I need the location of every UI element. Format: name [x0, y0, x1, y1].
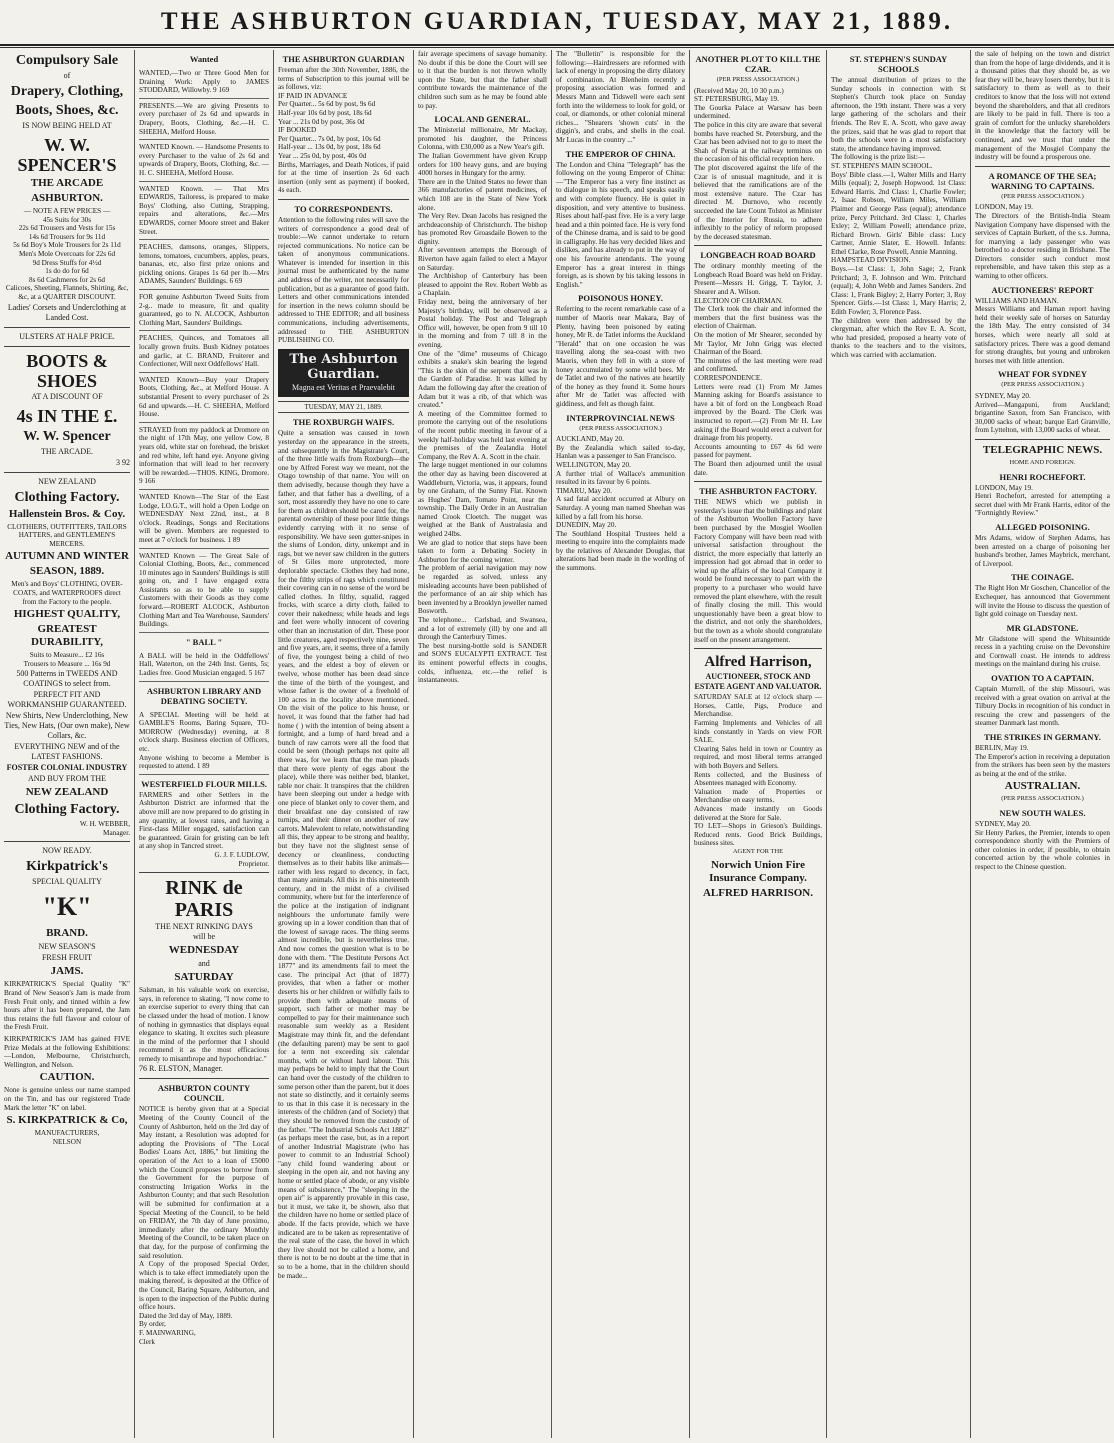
nameplate-motto: Magna est Veritas et Praevalebit — [292, 382, 395, 392]
ad-heading: Clothing Factory. — [14, 802, 120, 818]
press-association-line: (PER PRESS ASSOCIATION.) — [1001, 192, 1084, 200]
flour-mills-heading: WESTERFIELD FLOUR MILLS. — [141, 778, 267, 789]
masthead-title: THE ASHBURTON GUARDIAN, TUESDAY, MAY 21, 1889. — [160, 8, 954, 35]
divider — [139, 1078, 269, 1079]
ad-line: HIGHEST QUALITY, — [13, 608, 121, 621]
interprovincial-heading: INTERPROVINCIAL NEWS — [566, 412, 675, 423]
ovation-heading: OVATION TO A CAPTAIN. — [991, 673, 1094, 684]
classified-ad: WANTED Known. — Handsome Presents to every Purchaser to the value of 2s 6d and upwards of Drapery, Boots, Clothing, &c. — H. C. SHEEHA, Melford House. — [139, 140, 269, 181]
ad-heading: Compulsory Sale — [15, 53, 119, 68]
interprovincial-body: AUCKLAND, May 20. By the Zealandia which sailed to-day, Hanlan was a passenger to San Francisco. WELLINGTON, May 20. A further trial of Wallace's ammunition resulted in its favour by 6 points. TIMARU, May 20. A sad fatal accident occurred at Albury on Saturday. A young man named Sheehan was killed by a fall from his horse. DUNEDIN, May 20. The Southland Hospital Trustees held a meeting to enquire into the complaints made by the relatives of Alexander Douglas, that alterations had been made in the wording of the summons. — [556, 435, 685, 573]
article-heading: THE ROXBURGH WAIFS. — [292, 417, 395, 428]
divider — [694, 648, 822, 649]
ad-line: 500 Patterns in TWEEDS AND COATINGS to select from. — [16, 669, 118, 689]
road-board-body: The ordinary monthly meeting of the Longbeach Road Board was held on Friday. Present—Messrs H. Grigg, T. Taylor, J. Shearer and A. Wilson. ELECTION OF CHAIRMAN. The Clerk took the chair and informed the members that the first business was the election of Chairman. On the motion of Mr Shearer, seconded by Mr Taylor, Mr John Grigg was elected Chairman of the Board. The minutes of the last meeting were read and confirmed. CORRESPONDENCE. Letters were read (1) From Mr James Manning asking for Board's assistance to have a bit of ford on the Longbeach Road improved by the Board. The Clerk was instructed to report.—(2) From Mr H. Lee asking if the Board would erect a culvert for drainage from his property. Accounts amounting to £67 4s 6d were passed for payment. The Board then adjourned until the usual date. — [694, 262, 822, 477]
press-association-line: (PER PRESS ASSOCIATION.) — [579, 424, 662, 432]
australian-heading: AUSTRALIAN. — [1004, 780, 1081, 793]
rink-day: WEDNESDAY — [168, 944, 240, 957]
ad-line: AUTUMN AND WINTER — [5, 550, 129, 563]
column-1-advertisements — [0, 50, 135, 1438]
rink-signature: 76 R. ELSTON, Manager. — [139, 1064, 223, 1074]
ad-line: NEW ZEALAND — [25, 786, 109, 799]
county-council-notice: NOTICE is hereby given that at a Special Meeting of the County Council of the County of Ashburton, held on the 3rd day of May instant, a Resolution was adopted for adopting the Provisions of "The Local Bodies' Loans Act, 1886," but limiting the operation of the Act to a loan of £5000 which the Council proposes to borrow from the Government for the purpose of constructing Irrigation Works in the Ashburton County; and that such Resolution will be submitted for confirmation at a Special Meeting of the Council, to be held on FRIDAY, the 7th day of June proximo, immediately after the ordinary Monthly Meeting of the Council, to be taken place on that day, for the purpose of confirming the said resolution. A Copy of the proposed Special Order, which is to take effect immediately upon the making thereof, is deposited at the Office of the Council, Baring Square, Ashburton, and is open to the inspection of the Public during office hours. Dated the 3rd day of May, 1889. By order, F. MAINWARING, Clerk — [139, 1105, 269, 1346]
classified-ad: WANTED Known — The Great Sale of Colonial Clothing, Boots, &c., commenced 10 minutes ago in Saunders' Buildings is still going on, and I have engaged extra Assistants so as to be able to supply Customers with their Goods as they come forward.—ROBERT ALCOCK, Ashburton Clothing Mart and Tea Warehouse, Saunders' Buildings. — [139, 549, 269, 633]
classified-ad: PRESENTS.—We are giving Presents to every purchaser of 2s 6d and upwards in Drapery, Boots, Clothing, &c.—H. C. SHEEHA, Melford House. — [139, 99, 269, 140]
nsw-heading: NEW SOUTH WALES. — [999, 808, 1086, 818]
brand-letter: "K" — [42, 892, 92, 922]
harrison-signature: ALFRED HARRISON. — [702, 886, 813, 899]
library-notice: A SPECIAL Meeting will be held at GAMBLE'S Rooms, Baring Square, TO-MORROW (Wednesday) evening, at 8 o'clock sharp. Business election of Officers, etc. Anyone wishing to become a Member is requested to attend. 1 89 — [139, 708, 269, 775]
ad-body: None is genuine unless our name stamped on the Tin, and has our registered Trade Mark the letter "K" on label. — [4, 1086, 130, 1112]
page-columns — [0, 50, 1114, 1440]
subscription-heading: THE ASHBURTON GUARDIAN — [282, 54, 405, 64]
ad-heading: 4s IN THE £. — [16, 405, 118, 426]
column-4-news — [414, 50, 552, 1438]
ad-line: NOW READY. — [42, 846, 92, 856]
correspondents-heading: TO CORRESPONDENTS. — [294, 203, 393, 214]
classified-ad: PEACHES, damsons, oranges, Slippers, lemons, tomatoes, cucumbers, apples, pears, bananas, etc, also first prize onions and pickling onions. Grapes 1s 6d per lb.—Mrs ADAMS, Saunders' Buildings. 6 69 — [139, 240, 269, 290]
classified-ad: WANTED,—Two or Three Good Men for Draining Work: Apply to JAMES STODDARD, Willowby. 9 169 — [139, 66, 269, 99]
divider — [4, 841, 130, 842]
ball-heading: " BALL " — [185, 636, 223, 647]
flour-mills-notice: FARMERS and other Settlers in the Ashburton District are informed that the above mill are now prepared to do gristing in any quantity, at lowest rates, and having a First-class Miller engaged, satisfaction can be guaranteed. Grain for gristing can be left at any shop in Tancred street. — [139, 790, 269, 851]
classified-ad: STRAYED from my paddock at Dromore on the night of 17th May, one yellow Cow, 8 years old, white star on forehead, the brisket and red white, left hand eye. Anyone giving information that will lead to her recovery will be rewarded.—THOS. KING, Dromore. 9 166 — [139, 423, 269, 490]
divider — [975, 439, 1110, 440]
factory-body: THE NEWS which we publish in yesterday's issue that the buildings and plant of the Ashburton Woollen Factory have been purchased by the Mosgiel Woollen Factory Company will have been read with universal satisfaction throughout the district, the more especially that latterly an impression had got abroad that in order to wind up the affairs of the local Company it would be found necessary to part with the property to a purchaser who would have removed the plant elsewhere, with the result of finally closing the mill. This would unquestionably have been a great blow to the district, and not only the shareholders, but the town as a whole should congratulate itself on the present arrangement. — [694, 498, 822, 644]
telegraphic-heading: TELEGRAPHIC NEWS. — [982, 443, 1103, 456]
divider — [278, 199, 409, 200]
ad-heading: Hallenstein Bros. & Coy. — [8, 507, 126, 520]
ad-signature: W. H. WEBBER, Manager. — [79, 820, 130, 837]
rink-and: and — [198, 959, 210, 969]
nameplate-title: The Ashburton Guardian. — [289, 351, 398, 382]
ad-number: 3 92 — [116, 457, 130, 467]
ad-line: FOSTER COLONIAL INDUSTRY — [6, 763, 128, 773]
romance-body: LONDON, May 19. The Directors of the British-India Steam Navigation Company have dispensed with the services of Captain Burkett, of the s.s. Jumna, for marrying a lady passenger who was betrothed to a doctor residing in Brisbane. The Directors consider such conduct most reprehensible, and have taken this step as a warning to other officers. — [975, 203, 1110, 281]
divider — [4, 327, 130, 328]
classified-ad: WANTED Known—Buy your Drapery Boots, Clothing, &c., at Melford House. A substantial Present to every purchaser of 2s 6d and upwards.—H. C. SHEEHA, Melford House. — [139, 373, 269, 423]
article-body: The "Bulletin" is responsible for the following:—Hairdressers are reformed with lack of energy in proposing the dirty dilatory of combination. At Blenheim recently a proposing association was formed and Messrs Mann and Tidswell were each sent forth into the wilderness to look for gold, or coal, or diamonds, or other colonial mineral riches... "Shearers 'shown cuts' in the diggin's, and crabs, and shells in the coal. Mr Lucas in the country ..." — [556, 50, 686, 144]
ad-line: NEW SEASON'S — [38, 942, 96, 952]
ad-line: CAUTION. — [39, 1071, 95, 1084]
ad-line: MANUFACTURERS, NELSON — [34, 1129, 100, 1146]
ad-body: KIRKPATRICK'S Special Quality "K" Brand of New Season's Jam is made from Fresh Fruit only, and tinned within a few hours after it has been prepared, the Jam thus retains the full flavour and colour of the Fresh Fruit. — [4, 980, 130, 1032]
ad-heading: W. W. Spencer — [23, 428, 111, 444]
insurance-company: Norwich Union Fire Insurance Company. — [709, 858, 807, 884]
masthead — [0, 0, 1114, 46]
emperor-body: The London and China "Telegraph" has the following on the young Emperor of China:—"The Emperor has a very fine instinct as to dialogue in his speech, and speaks easily and with complete fluency. He is quiet in disposition, and very attentive to business. Rises about half-past five. He is a very large head and a thin pointed face. He is very fond of the Chinese drama, and is said to be good in calligraphy. He has very decided likes and dislikes, and has already to put in the way of one his favourite attendants. The young Emperor has a great interest in things foreign, as is shown by his taking lessons in English." — [556, 160, 685, 289]
divider — [139, 872, 269, 873]
harrison-heading: Alfred Harrison, — [704, 654, 812, 671]
ad-line: THE ARCADE — [30, 177, 104, 189]
column-7-news — [827, 50, 971, 1438]
ad-line: THE ARCADE. — [41, 446, 93, 456]
classified-ad: PEACHES, Quinces, and Tomatoes all locally grown fruits. Bush Kidney potatoes and garlic, at C. BRAND, Fruiterer and Confectioner, Will next Oddfellows' Hall. — [139, 331, 269, 372]
library-heading: ASHBURTON LIBRARY AND DEBATING SOCIETY. — [146, 685, 262, 706]
ad-line: Ladies' Corsets and Underclothing at Landed Cost. — [7, 302, 127, 322]
romance-heading: A ROMANCE OF THE SEA; WARNING TO CAPTAINS. — [988, 170, 1097, 191]
ad-line: AT A DISCOUNT OF — [31, 391, 103, 401]
ad-line: AND BUY FROM THE — [27, 774, 106, 784]
classified-ad: FOR genuine Ashburton Tweed Suits from 2-g.. made to measure, fit and quality guaranteed, go to N. ALCOCK, Ashburton Clothing Mart, Saunders' Buildings. — [139, 290, 269, 331]
gladstone-heading: MR GLADSTONE. — [1006, 622, 1079, 633]
divider — [4, 472, 130, 473]
issue-date: TUESDAY, MAY 21, 1889. — [278, 401, 409, 414]
sunday-schools-heading: ST. STEPHEN'S SUNDAY SCHOOLS — [849, 54, 948, 74]
county-council-heading: ASHBURTON COUNTY COUNCIL — [157, 1083, 251, 1104]
column-2-classifieds — [135, 50, 274, 1438]
harrison-subheading: AUCTIONEER, STOCK AND ESTATE AGENT AND VALUATOR. — [694, 672, 822, 692]
poisonous-honey-heading: POISONOUS HONEY. — [578, 293, 663, 304]
wheat-heading: WHEAT FOR SYDNEY — [998, 369, 1087, 380]
ad-heading: BOOTS & SHOES — [26, 350, 108, 391]
article-continuation: the sale of helping on the town and district than from the hope of large dividends, and it is a thousand pities that they should be, as we fear they will be, heavy losers thereby, but it is satisfactory to them as well as to their creditors to know that the loss will not extend beyond the shareholders, and that all creditors are likely to be paid in full. There is too a grain of comfort for the unlucky shareholders in the knowledge that the factory will be continued, and we trust that under the management of the Mosgiel Company the industry will be found a prosperous one. — [975, 50, 1110, 162]
divider — [975, 166, 1110, 167]
press-association-line: (PER PRESS ASSOCIATION.) — [716, 76, 800, 83]
ad-body: KIRKPATRICK'S JAM has gained FIVE Prize Medals at the following Exhibitions:—London, Melbourne, Christchurch, Wellington, and Nelson. — [4, 1035, 130, 1069]
press-association-line: (PER PRESS ASSOCIATION.) — [1001, 381, 1084, 389]
auctioneers-body: WILLIAMS AND HAMAN. Messrs Williams and Haman report having held their weekly sale of horses on Saturday the 18th May. The entry consisted of 34 horses, which were nearly all sold at satisfactory prices. There was a good demand for strong draughts, but young and unbroken horses met with little attention. — [975, 296, 1110, 365]
gladstone-body: Mr Gladstone will spend the Whitsuntide recess in a yachting cruise on the Devonshire and Cornwall coast. He intends to address meetings on the mainland during his cruise. — [975, 634, 1110, 669]
road-board-heading: LONGBEACH ROAD BOARD — [700, 250, 816, 261]
coinage-body: The Right Hon Mr Goschen, Chancellor of the Exchequer, has announced that Government will invite the House to discuss the question of light gold coinage on Tuesday next. — [975, 584, 1110, 619]
nameplate — [278, 349, 409, 397]
ad-line: ASHBURTON. — [31, 192, 103, 204]
ad-line: ULSTERS AT HALF PRICE. — [19, 331, 115, 341]
article-continuation: fair average specimens of savage humanity. No doubt if this be done the Court will see to it that the burden is not thrown wholly upon the State, but that the father shall contribute towards the maintenance of the children such sum as he may be found able to pay. — [418, 50, 547, 110]
classified-ad: WANTED Known—The Star of the East Lodge, I.O.G.T., will hold a Open Lodge on WEDNESDAY Next 22nd, inst., at 8 o'clock. Readings, Songs and Recitations will be given. Members are requested to meet at 7 o'clock for business. 1 89 — [139, 490, 269, 549]
ad-heading: Clothing Factory. — [14, 489, 120, 505]
column-6-news — [690, 50, 827, 1438]
ad-line: Men's and Boys' CLOTHING, OVER- COATS, and WATERPROOFS direct from the Factory to the people. — [11, 580, 123, 606]
sunday-schools-body: The annual distribution of prizes to the Sunday schools in connection with St Stephen's Church took place on Sunday afternoon, the 19th instant. There was a very large gathering of the scholars and their friends. The Rev E. A. Scott, who gave away the prizes, said that he was glad to report that both the schools were in a most satisfactory state, the attendance having improved. The following is the prize list:— ST. STEPHEN'S MAIN SCHOOL. Boys' Bible class.—1, Walter Mills and Harry Mills (equal); 2, Joseph Hopwood. 1st Class: Edward Harris. 2nd Class: 1, Charlie Fowler; 2, Isaac Robson, William Miles, William Plaimer and George Pass (equal); attendance prize, Percy Pritchard. 3rd Class: 1, Charles Exley; 2, William Powell; attendance prize, Richard Brown. Girls' Bible class: Lucy Cartner, Annie Slater, E. Howell. Infants: Ethel Clarke, Rose Powell, Annie Manning. HAMPSTEAD DIVISION. Boys.—1st Class: 1, John Sage; 2, Frank Pritchard; 3, F. Johnson and Wm. Pritchard (equal); 4, John Webb and James Sanders. 2nd Class: 1, Frank Bigley; 2, Harry Porter; 3, Roy Spencer. Girls.—1st Class: 1, Mary Harris; 2, Edith Fowler; 3, Florence Pass. — [831, 76, 966, 317]
ad-line: SEASON, 1889. — [29, 565, 105, 578]
emperor-heading: THE EMPEROR OF CHINA. — [565, 148, 676, 159]
ad-line: SPECIAL QUALITY — [32, 877, 102, 887]
poisoning-heading: ALLEGED POISONING. — [995, 521, 1090, 532]
ad-heading: Boots, Shoes, &c. — [15, 103, 119, 118]
czar-plot-heading: ANOTHER PLOT TO KILL THE CZAR. — [695, 54, 821, 74]
telegraphic-subheading: HOME AND FOREIGN. — [1009, 458, 1076, 466]
local-general-heading: LOCAL AND GENERAL. — [434, 114, 531, 125]
masthead-rule — [0, 47, 1114, 48]
column-5-news — [552, 50, 690, 1438]
ad-line: EVERYTHING NEW and of the LATEST FASHIONS. — [14, 742, 120, 762]
nsw-body: SYDNEY, May 20. Sir Henry Parkes, the Premier, intends to open correspondence shortly with the Premiers of other colonies in order, if possible, to obtain concerted action by the whole colonies in respect to the Chinese question. — [975, 820, 1110, 871]
harrison-agent-line: AGENT FOR THE — [732, 847, 784, 855]
sunday-schools-closing: The children were then addressed by the clergyman, after which the Rev E. A. Scott, who had presided, proposed a hearty vote of thanks to the teachers and to the visitors, which was carried with acclamation. — [831, 316, 966, 359]
ball-notice: A BALL will be held in the Oddfellows' Hall, Waterton, on the 24th Inst. Gents, 5s; Ladies free. Good Musician engaged. 5 167 — [139, 649, 269, 682]
ad-line: FRESH FRUIT — [41, 953, 92, 963]
ad-heading: Kirkpatrick's — [26, 859, 108, 875]
divider — [4, 346, 130, 347]
price-list: — NOTE A FEW PRICES — 45s Suits for 30s 22s 6d Trousers and Vests for 15s 14s 6d Trousers for 9s 11d 5s 6d Boy's Mole Trousers for 2s 11d Men's Mole Overcoats for 22s 6d 9d Dress Stuffs for 4½d 1s do do for 6d 8s 6d Cashmeres for 2s 6d Calicoes, Sheeting, Flannels, Shirting, &c, &c, at a QUARTER DISCOUNT. — [5, 207, 129, 301]
coinage-heading: THE COINAGE. — [1011, 572, 1074, 583]
czar-plot-body: (Received May 20, 10 30 p.m.) ST. PETERSBURG, May 19. The Gourka Palace at Warsaw has been undermined. The police in this city are aware that several bombs have reached St. Petersburg, and the Czar has been advised not to go to meet the Shah of Persia at the railway terminus on the occasion of his official reception here. The plot discovered against the life of the Czar is of unusual magnitude, and it is believed that the ramifications are of the most extensive nature. The Czar has directed M. Durnovo, who recently succeeded the late Count Tolstoi as Minister of the Interior for Russia, to adhere inflexibly to the policy of reform proposed by the deceased statesman. — [694, 86, 822, 241]
rink-subheading: THE NEXT RINKING DAYS will be — [155, 922, 253, 942]
ad-line: New Shirts, New Underclothing, New Ties, New Hats, (Our own make), New Collars, &c. — [4, 711, 130, 741]
ad-heading: S. KIRKPATRICK & Co, — [6, 1114, 128, 1127]
strikes-body: BERLIN, May 19. The Emperor's action in receiving a deputation from the strikers has been seen by the masters as being at the end of the strike. — [975, 744, 1110, 778]
ad-heading: Drapery, Clothing, — [10, 84, 124, 99]
ad-line: CLOTHIERS, OUTFITTERS, TAILORS HATTERS, and GENTLEMEN'S MERCERS. — [7, 522, 127, 548]
divider — [694, 481, 822, 482]
article-body: Quite a sensation was caused in town yesterday on the appearance in the streets, and subsequently in the Magistrate's Court, of the three little waifs from Roxburgh—the one by Alfred Forest way we meant, not the Otago township of that name. You will on them advisedly, because though they have a father, and that father has a dwelling, of a sort, most assuredly they have no one to care for them as children should be cared for, the parental ownership of these poor little things evidently carrying with it no sense of responsibility. We have seen gutter-snipes in the slums of London, dirty, unkempt and in rags, but we never saw children in the gutters of St Giles more unprotected, more deplorable spectacle. Clothes they had none, for the filthy strips of rags which constituted their covering can in no sense of the word be called clothes. In filthy, squalid, ragged frocks, with scarce a dirty cloth, failed to cover their nakedness; while heads and legs and feet were wholly innocent of covering other than an incrustation of dirt. These poor little creatures, aged respectively nine, seven and five years, are, it seems, three of a family of five, the youngest being a child of two years, and the eldest a boy of eleven or twelve, whose mother has been dead since the time of the birth of the youngest, and whose father is the owner of a freehold of 100 acres in the locality above mentioned. On the visit of the police to his house, or hovel, it was found that the father had had home ( ) with the intention of being absent a fortnight, and a lump of hard bread and a bunch of raw carrots were all the food that could be seen (though perhaps not quite all there was, for we learn that the man pleads that there were plenty of eggs about the place), while there was neither bed, blanket, table nor chair. It transpires that the children have been sleeping out under a hedge with one piece of blanket only to cover them, and their breakfast one day consisted of raw turnips, and their dinner on another of raw carrots. Malevolent to relate, notwithstanding all this, they appear to be strong and healthy, but they have not the slightest sense of decency or cleanliness, conducting themselves as to their habits like animals—rather with less regard to decency, in fact, than many animals. All this in this nineteenth century, and in the midst of a civilised community, where but for the interference of the police at the instigation of indignant neighbours the unfortunate family were growing up in a lower condition than that of the lowest of savage races. The thing seems almost incredible, but is nevertheless true. And now comes the question what is to be done with them. "The Destitute Persons Act 1877" and its amendments fail to meet the case. The principal Act (that of 1877) provides, that when a father or mother deserts his or her children or wilfully fails to provide them with adequate means of support, such father or mother may be compelled to pay for their maintenance such reasonable sum weekly as a Resident Magistrate may think fit, and the defendant (the defaulting parent) may be sent to gaol for a term not exceeding six calendar months, with or without hard labour. This may perhaps be held to imply that the Court can hand over the custody of the children to some person other than the parent, but it does not state so distinctly, and it certainly seems to us that in this case it is necessary in the interests of the children (and of Society) that they should be removed from the custody of the father. "The Industrial Schools Act 1882" (as perhaps meet the case, but, as in a report of another Industrial Magistrate (who has power to commit to an Industrial School) "any child found wandering about or sleeping in the open air, and not having any home or settled place of abode, or any visible means of subsistence," The "sleeping in the open air" is apparently provable in this case, but it must, we take it, be shown, also that the children have no home or settled place of abode. If the facts provide, which we have indicated are to be taken as representative of the real state of the case, the hovel in which they live should not be called a home, and there is not to be no doubt at the time that in so to be a home, that in the children should be made... — [278, 429, 409, 1280]
ad-line: of — [63, 71, 71, 80]
auctioneers-heading: AUCTIONEERS' REPORT — [991, 284, 1094, 295]
column-3-editorial — [274, 50, 414, 1438]
rochefort-heading: HENRI ROCHEFORT. — [999, 471, 1086, 482]
ad-line: IS NOW BEING HELD AT — [22, 121, 112, 130]
press-association-line: (PER PRESS ASSOCIATION.) — [1001, 795, 1084, 803]
flour-mills-signature: G. J. F. LUDLOW, Proprietor. — [214, 850, 269, 868]
local-general-body: The Ministerial millionaire, Mr Mackay, promoted his daughter, the Princess Colonna, with £30,000 as a New Year's gift. The Italian Government have given Krupp orders for 100 heavy guns, and are buying 4000 horses in Hungary for the army. There are in the United States no fewer than 366 manufactories of patent medicines, of which 108 are in the State of New York alone. The Very Rev. Dean Jacobs has resigned the archdeaconship of Christchurch. The bishop has promoted Rev Groasdaile Bowen to the dignity. After seventeen attempts the Borough of Riverton have again failed to elect a Mayor on Saturday. The Archbishop of Canterbury has been pleased to appoint the Rev. Robert Webb as a Chaplain. Friday next, being the anniversary of her Majesty's birthday, will be observed as a Postal holiday. The Post and Telegraph Office will, however, be open from 9 till 10 in the morning and from 7 till 8 in the evening. One of the "dime" museums of Chicago exhibits a snake's skin bearing the legend "This is the skin of the serpent that was in the Garden of Paradise. It was killed by Adam the following day after the creation of Adam but it was a rib, of that which was created." A meeting of the Committee formed to promote the carrying out of the resolutions of the recent public meeting in favour of a weekly half-holiday was held last evening at the premises of the Zealandia Hotel Company, the Rev A. A. Scott in the chair. The large nugget mentioned in our columns the other day as having been discovered at Waddleburn, Victoria, was, it appears, found by one Graham, of the Sunny Flat. Known as Hughes' Dam, Tomato Point, near the township. The Daily Order in an Australian named Crook Cloetch. The nugget was weighed at the Bank of Australasia and weighed 24lbs. We are glad to notice that steps have been taken to form a Debating Society in Ashburton for the coming winter. The problem of aerial navigation may now be regarded as solved, unless any misleading accounts have been published of the performance of an air ship which has been invented by a Brooklyn jeweller named Bosworth. The telephone... Carlsbad, and Swansea, and a lot of extremely (ill) by one and all through the Canterbury Times. The best nursing-bottle sold is SANDER and SON'S EUCALYPTI EXTRACT. Test its eminent powerful effects in coughs, colds, influenza, etc.—the relief is instantaneous. — [418, 126, 547, 685]
strikes-heading: THE STRIKES IN GERMANY. — [984, 732, 1101, 743]
rink-day: SATURDAY — [174, 971, 234, 984]
poisonous-honey-body: Referring to the recent remarkable case of a number of Maoris near Makara, Bay of Plenty, having been poisoned by eating honey, Mr R. de Tatlet informs the Auckland "Herald" that on one occasion he was travelling along the sea-coast with two Maoris, when they fell in with a store of honey accumulated by some wild bees. Mr de Tatlet and two of the natives ate heartily of the honey as they found it. Some hours after Mr de Tatlet was affected with giddiness, and felt as though faint. — [556, 305, 685, 408]
column-8-telegraphic — [971, 50, 1114, 1438]
ad-line: JAMS. — [50, 965, 84, 978]
factory-heading: THE ASHBURTON FACTORY. — [699, 486, 817, 497]
ad-line: NEW ZEALAND — [38, 476, 96, 486]
ad-heading: W. W. SPENCER'S — [17, 135, 117, 175]
ad-prices: Suits to Measure... £2 16s Trousers to Measure ... 16s 9d — [23, 651, 111, 668]
ad-line: PERFECT FIT AND WORKMANSHIP GUARANTEED. — [7, 690, 127, 710]
divider — [694, 245, 822, 246]
correspondents-notice: Attention to the following rules will save the writers of correspondence a good deal of trouble:—We cannot undertake to return rejected communications. No notice can be taken of anonymous communications. Whatever is intended for insertion in this journal must be authenticated by the name and address of the writer, not necessarily for publication, but as a guarantee of good faith. Letters and other communications intended for insertion in the news column should be addressed to THE EDITOR; and all business communications, including advertisements, addressed to THE ASHBURTON PUBLISHING CO. — [278, 215, 409, 345]
rink-heading: RINK de PARIS — [165, 877, 243, 922]
ad-line: BRAND. — [46, 927, 88, 940]
section-heading: Wanted — [189, 54, 219, 64]
rochefort-body: LONDON, May 19. Henri Rochefort, arrested for attempting a secret duel with Mr Frank Harris, editor of the "Fortnightly Review." — [975, 483, 1110, 518]
harrison-body: SATURDAY SALE at 12 o'clock sharp —Horses, Cattle, Pigs, Produce and Merchandise. Farming Implements and Vehicles of all kinds constantly in Yards on view FOR SALE. Clearing Sales held in town or Country as required, and most liberal terms arranged with both Buyers and Sellers. Rents collected, and the Business of Absentees managed with Economy. Valuation made of Properties or Merchandise on easy terms. Advances made instantly on Goods delivered at the Store for Sale. TO LET—Shops in Grieson's Buildings. Reduced rents. Good Brick Buildings, business sites. — [694, 693, 822, 848]
classified-ad: WANTED Known. — That Mrs EDWARDS, Tailoress, is prepared to make Boys' Clothing, also Cutting, Strapping, repairs and alterations, &c.—Mrs EDWARDS, corner Moore street and Baker Street. — [139, 182, 269, 241]
rink-body: Salsman, in his valuable work on exercise, says, in reference to skating, "I now come to an exercise superior to every thing that can be classed under the head of motion. I know of nothing in gymnastics that displays equal elegance to skating. It excites such pleasure in the mind of the performer that I should recommend it as the most efficacious remedy to misanthrope and hypochondriac." — [139, 986, 269, 1063]
subscription-terms: Freeman after the 30th November, 1886, the terms of Subscription to this journal will be as follows, viz: IF PAID IN ADVANCE Per Quarter... 5s 6d by post, 9s 6d Half-year 10s 6d by post, 18s 6d Year ... 21s 0d by post, 36s 0d IF BOOKED Per Quarter... 7s 0d, by post, 10s 6d Half-year ... 13s 0d, by post, 18s 6d Year ... 25s 0d, by post, 40s 0d Births, Marriages, and Death Notices, if paid for at the time of insertion 2s 6d each insertion (only sent as payment) if booked, 4s each. — [278, 66, 409, 195]
ad-line: GREATEST DURABILITY, — [30, 623, 104, 649]
poisoning-body: Mrs Adams, widow of Stephen Adams, has been arrested on a charge of poisoning her husband's brother, James Maybrick, merchant, of Liverpool. — [975, 533, 1110, 568]
ovation-body: Captain Murrell, of the ship Missouri, was received with a great ovation on arrival at the Tilbury Docks in recognition of his conduct in rescuing the crew and passengers of the steamer Danmark last month. — [975, 685, 1110, 728]
wheat-body: SYDNEY, May 20. Arrived—Mangapuni, from Auckland; brigantine Saxon, from San Francisco, with 30,000 sacks of wheat; barque Earl Granville, from Lyttelton, with 13,000 sacks of wheat. — [975, 392, 1110, 435]
